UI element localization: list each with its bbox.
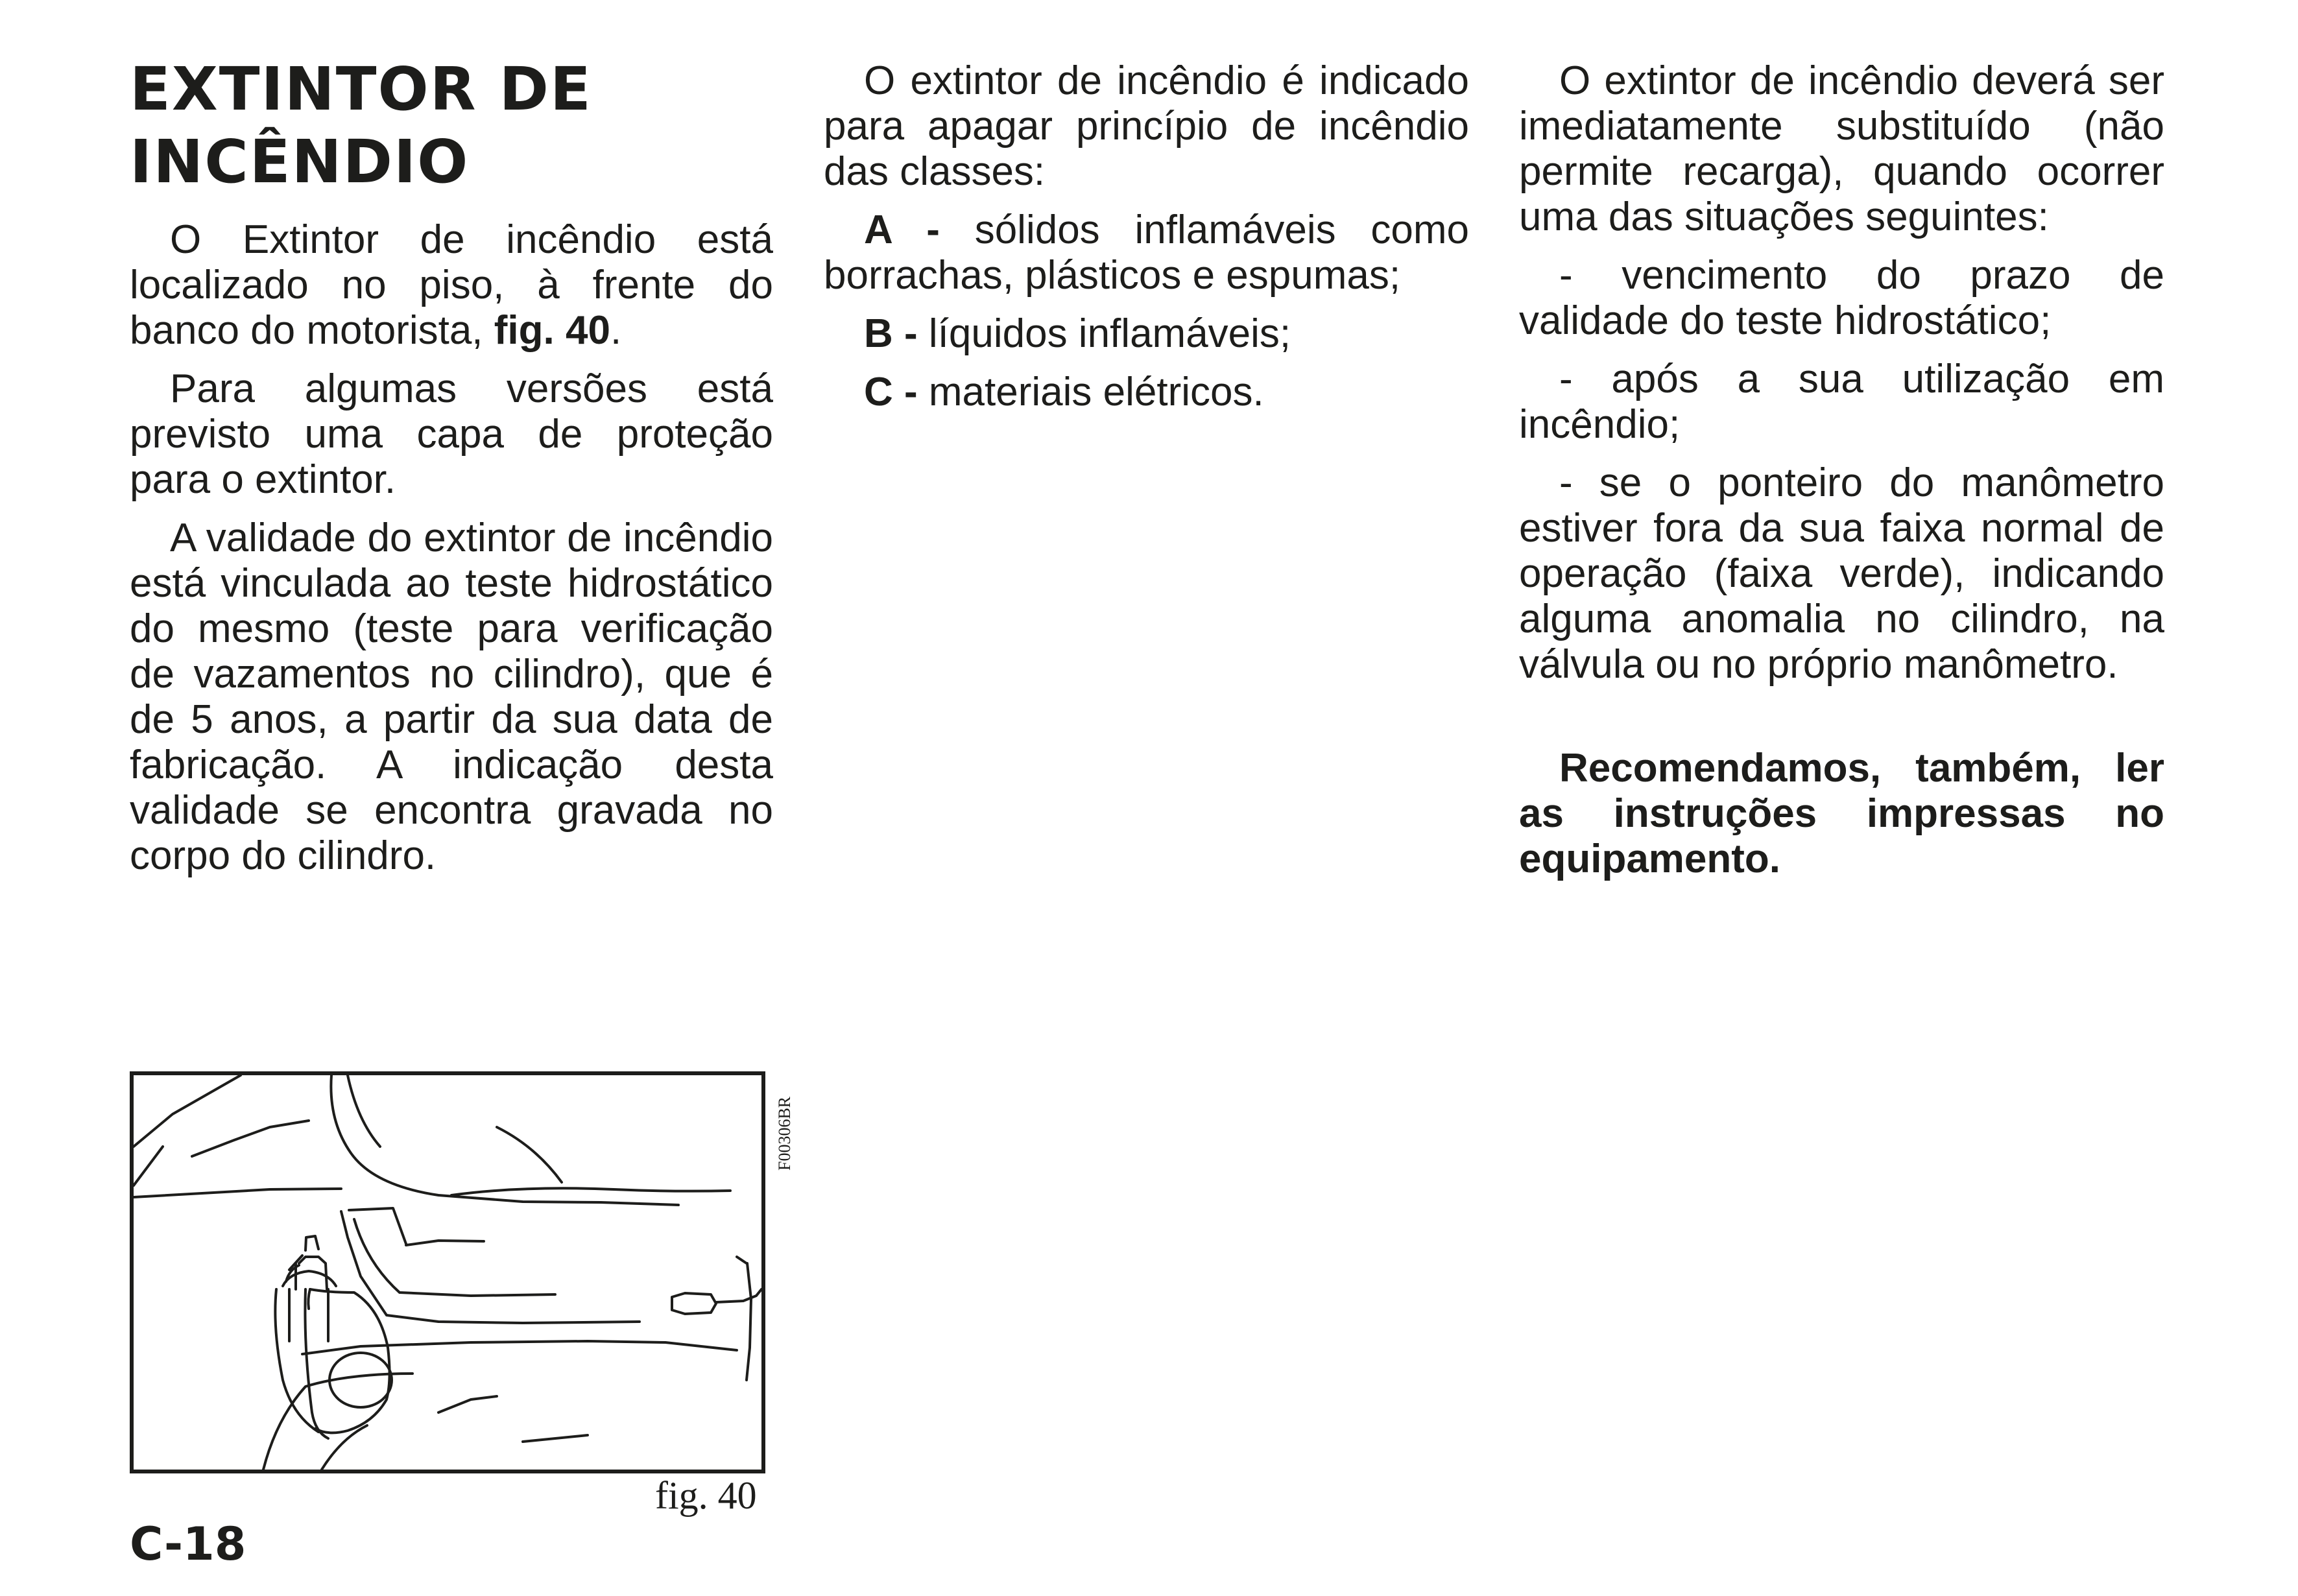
replacement-item: - após a sua utilização em incêndio; [1519, 357, 2164, 447]
class-item-b: B - líquidos inflamáveis; [864, 311, 1291, 356]
figure-caption: fig. 40 [655, 1474, 757, 1517]
class-letter: B - [864, 311, 918, 356]
column-1 [130, 217, 773, 892]
section-title-line-2: INCÊNDIO [130, 127, 470, 197]
replacement-item: - vencimento do prazo de validade do teste hidrostático; [1519, 253, 2164, 343]
location-paragraph: O Extintor de incêndio está localizado no piso, à frente do banco do motorista, fig. 40. [130, 217, 773, 353]
class-item-c: C - materiais elétricos. [864, 370, 1264, 414]
class-letter: C - [864, 370, 918, 414]
extinguisher-illustration [130, 1071, 765, 1473]
replacement-item: - se o ponteiro do manômetro estiver fora da sua faixa normal de operação (faixa verde), indicando alguma anomalia no cilindro, na válvula ou no próprio manômetro. [1519, 460, 2164, 687]
recommendation-note: Recomendamos, também, ler as instruções impressas no equipamento. [1519, 746, 2164, 881]
column-2 [824, 58, 1469, 428]
cover-paragraph: Para algumas versões está previsto uma capa de proteção para o extintor. [130, 366, 773, 502]
section-title-line-1: EXTINTOR DE [130, 54, 592, 124]
classes-intro: O extintor de incêndio é indicado para apagar princípio de incêndio das classes: [824, 58, 1469, 194]
class-item-a: A - sólidos inflamáveis como borrachas, plásticos e espumas; [824, 208, 1469, 298]
column-3 [1519, 58, 2164, 895]
validity-paragraph: A validade do extintor de incêndio está vinculada ao teste hidrostático do mesmo (teste para verificação de vazamentos no cilindro), que é de 5 anos, a partir da sua data de fabricação. A indicação desta validade se encontra gravada no corpo do cilindro. [130, 516, 773, 878]
figure-code: F00306BR [775, 1096, 794, 1171]
page-number: C-18 [130, 1518, 246, 1571]
replacement-intro: O extintor de incêndio deverá ser imediatamente substituído (não permite recarga), quando ocorrer uma das situações seguintes: [1519, 58, 2164, 239]
figure-reference: fig. 40 [494, 308, 610, 353]
class-letter: A - [864, 208, 940, 252]
section-title [130, 53, 592, 198]
